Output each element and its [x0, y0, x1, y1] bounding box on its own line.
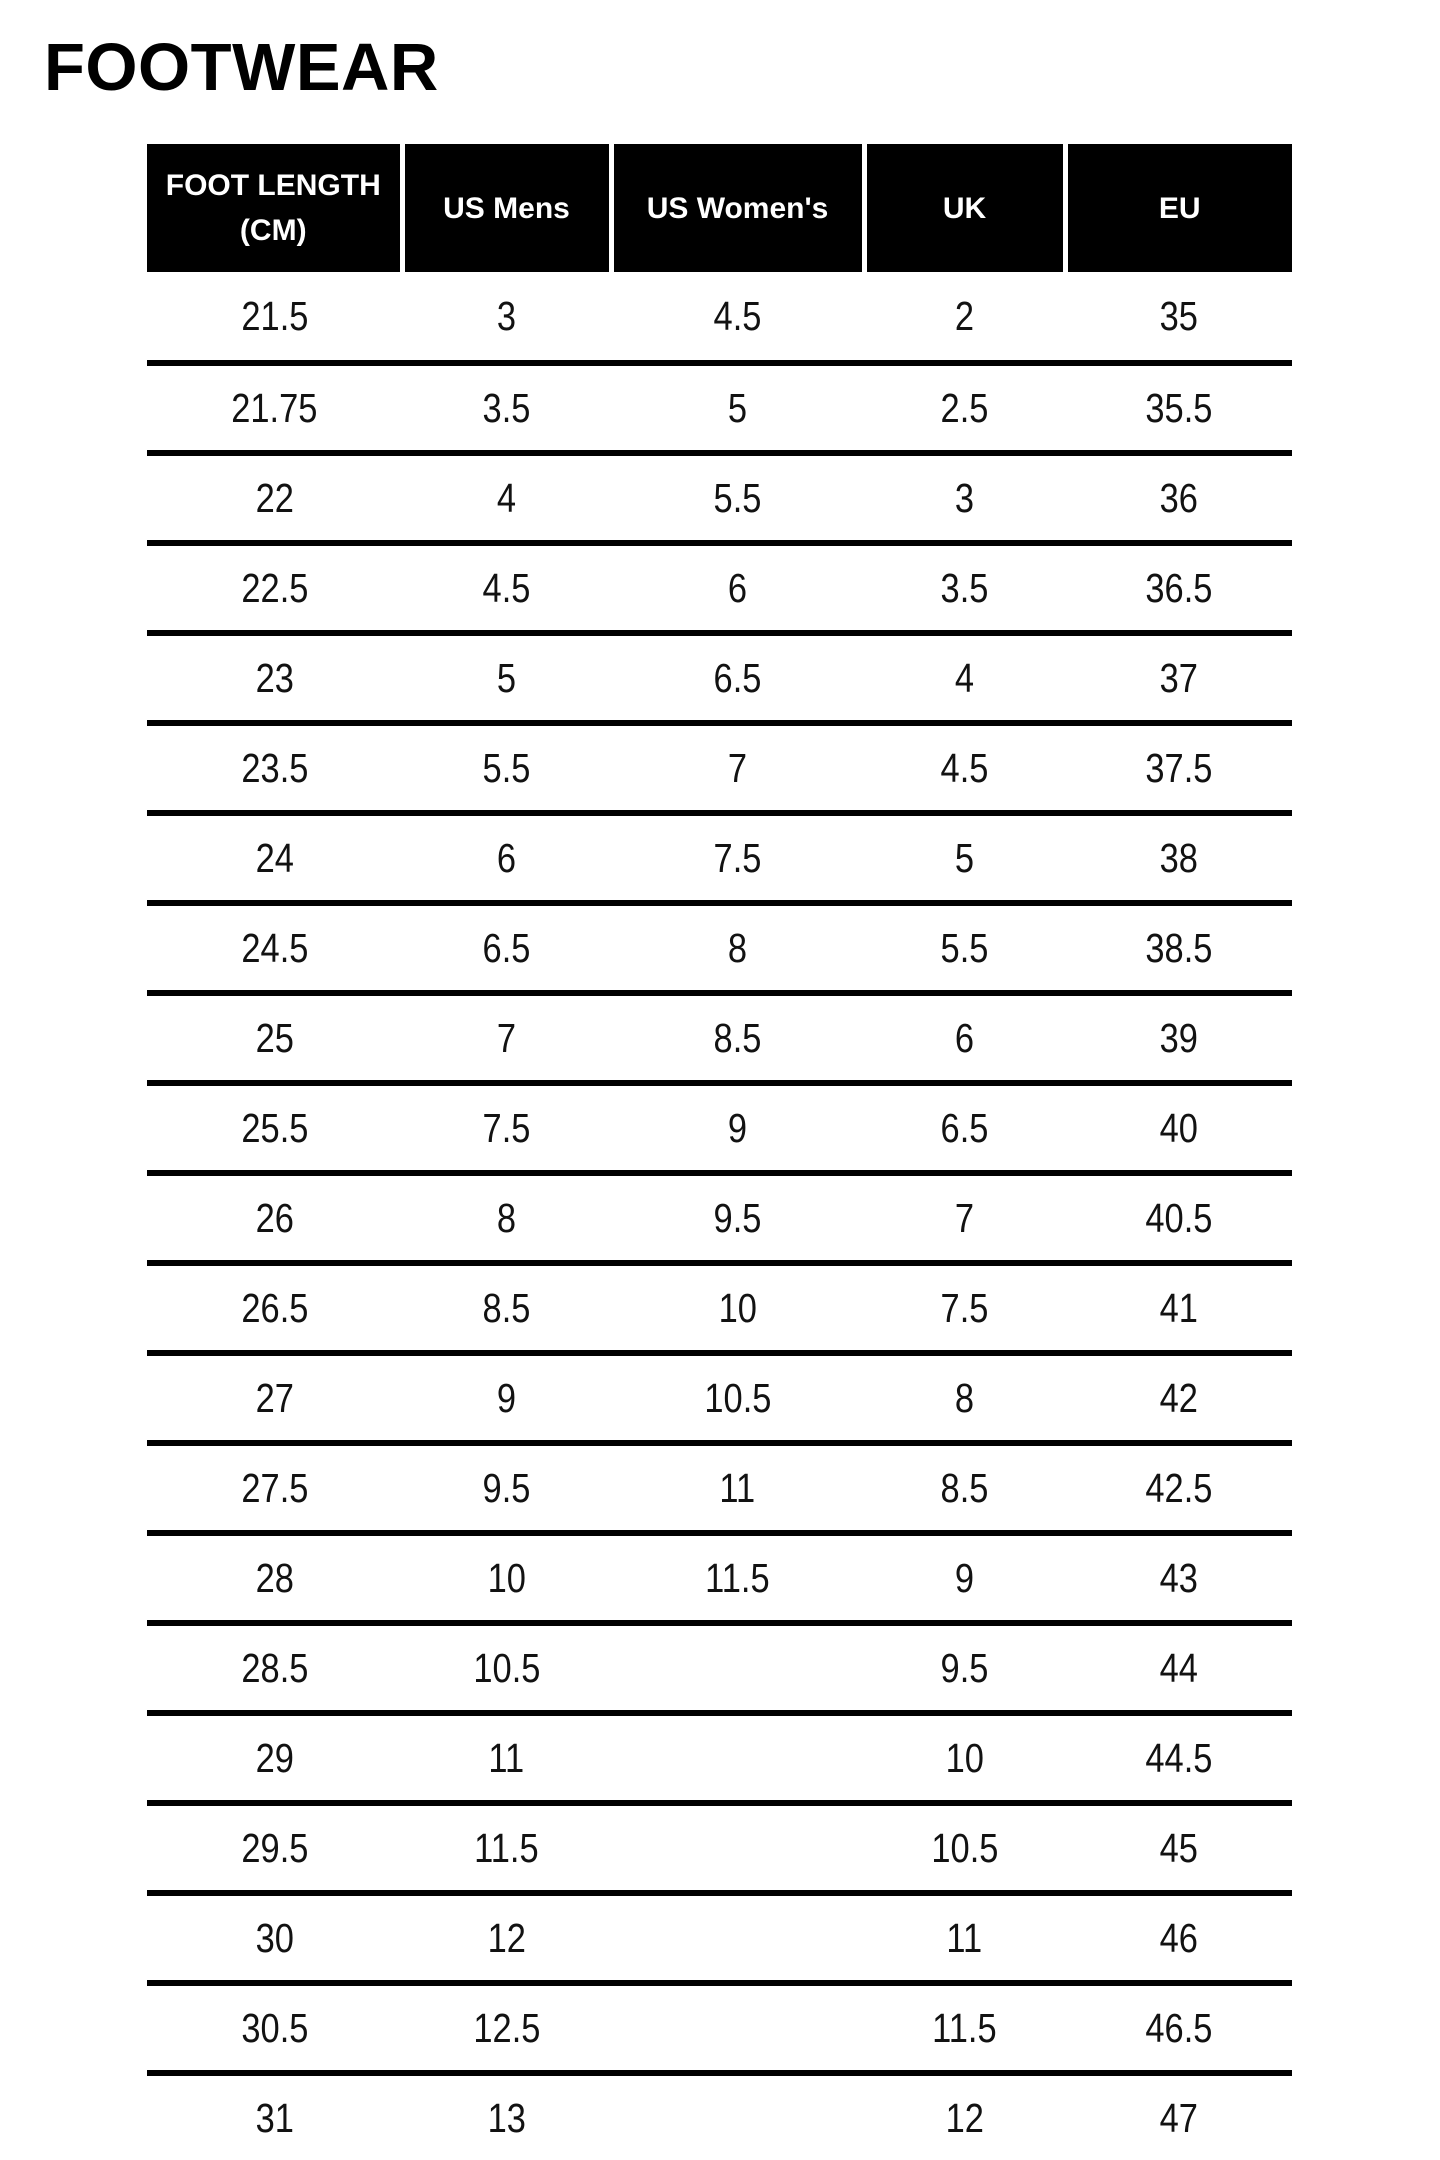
cell-us-womens: [611, 1893, 864, 1983]
cell-us-mens: 4.5: [402, 543, 611, 633]
table-row: [147, 1443, 1292, 1533]
table-row: [147, 1623, 1292, 1713]
cell-uk: 6: [864, 993, 1065, 1083]
column-header-eu: EU: [1065, 144, 1292, 272]
cell-foot-length-cm: 28.5: [147, 1623, 402, 1713]
cell-us-mens: 7: [402, 993, 611, 1083]
cell-foot-length-cm: 30.5: [147, 1983, 402, 2073]
cell-eu: 40.5: [1065, 1173, 1292, 1263]
cell-uk: 4.5: [864, 723, 1065, 813]
table-row: [147, 1983, 1292, 2073]
cell-uk: 2.5: [864, 363, 1065, 453]
cell-us-mens: 10: [402, 1533, 611, 1623]
cell-us-mens: 3.5: [402, 363, 611, 453]
cell-uk: 10: [864, 1713, 1065, 1803]
cell-uk: 3.5: [864, 543, 1065, 633]
cell-eu: 42.5: [1065, 1443, 1292, 1533]
cell-uk: 5: [864, 813, 1065, 903]
cell-eu: 38: [1065, 813, 1292, 903]
cell-uk: 8: [864, 1353, 1065, 1443]
cell-us-mens: 8: [402, 1173, 611, 1263]
cell-uk: 7.5: [864, 1263, 1065, 1353]
table-row: [147, 993, 1292, 1083]
cell-us-mens: 11: [402, 1713, 611, 1803]
table-row: [147, 272, 1292, 363]
cell-foot-length-cm: 23.5: [147, 723, 402, 813]
cell-foot-length-cm: 31: [147, 2073, 402, 2160]
cell-us-womens: 8: [611, 903, 864, 993]
table-row: [147, 723, 1292, 813]
cell-uk: 3: [864, 453, 1065, 543]
cell-foot-length-cm: 29: [147, 1713, 402, 1803]
column-header-us-mens: US Mens: [402, 144, 611, 272]
cell-eu: 35: [1159, 292, 1198, 339]
cell-eu: 43: [1065, 1533, 1292, 1623]
table-row: [147, 903, 1292, 993]
cell-us-womens: 7.5: [611, 813, 864, 903]
cell-foot-length-cm: 28: [147, 1533, 402, 1623]
cell-foot-length-cm: 24.5: [147, 903, 402, 993]
cell-us-womens: 11: [611, 1443, 864, 1533]
column-header-us-womens: US Women's: [611, 144, 864, 272]
cell-foot-length-cm: 22.5: [147, 543, 402, 633]
cell-us-womens: 5.5: [611, 453, 864, 543]
cell-foot-length-cm: 22: [147, 453, 402, 543]
cell-eu: 47: [1065, 2073, 1292, 2160]
cell-eu: 37.5: [1065, 723, 1292, 813]
cell-foot-length-cm: 25.5: [147, 1083, 402, 1173]
table-row: [147, 1353, 1292, 1443]
cell-foot-length-cm: 27: [147, 1353, 402, 1443]
table-row: [147, 1713, 1292, 1803]
cell-uk: 6.5: [864, 1083, 1065, 1173]
cell-us-mens: 5.5: [402, 723, 611, 813]
cell-us-womens: 4.5: [713, 292, 762, 339]
cell-us-womens: 8.5: [611, 993, 864, 1083]
cell-us-womens: 6: [611, 543, 864, 633]
cell-us-mens: 12: [402, 1893, 611, 1983]
cell-foot-length-cm: 23: [147, 633, 402, 723]
cell-eu: 41: [1065, 1263, 1292, 1353]
cell-uk: 5.5: [864, 903, 1065, 993]
cell-us-mens: 11.5: [402, 1803, 611, 1893]
table-row: [147, 363, 1292, 453]
cell-uk: 4: [864, 633, 1065, 723]
cell-eu: 39: [1065, 993, 1292, 1083]
cell-us-mens: 9: [402, 1353, 611, 1443]
cell-us-womens: 9: [611, 1083, 864, 1173]
cell-eu: 44.5: [1065, 1713, 1292, 1803]
cell-us-womens: 10.5: [611, 1353, 864, 1443]
cell-foot-length-cm: 24: [147, 813, 402, 903]
cell-us-mens: 3: [496, 292, 517, 339]
cell-uk: 9: [864, 1533, 1065, 1623]
cell-us-womens: [611, 1803, 864, 1893]
cell-us-mens: 4: [402, 453, 611, 543]
cell-eu: 42: [1065, 1353, 1292, 1443]
table-row: [147, 453, 1292, 543]
column-header-uk: UK: [864, 144, 1065, 272]
header-row: [147, 144, 1292, 272]
cell-foot-length-cm: 26: [147, 1173, 402, 1263]
cell-eu: 38.5: [1065, 903, 1292, 993]
cell-eu: 46.5: [1065, 1983, 1292, 2073]
cell-uk: 12: [864, 2073, 1065, 2160]
cell-uk: 7: [864, 1173, 1065, 1263]
cell-us-womens: 10: [611, 1263, 864, 1353]
table-row: [147, 813, 1292, 903]
cell-us-womens: 7: [611, 723, 864, 813]
cell-us-womens: [611, 1983, 864, 2073]
cell-eu: 36.5: [1065, 543, 1292, 633]
cell-us-mens: 6.5: [402, 903, 611, 993]
cell-us-mens: 8.5: [402, 1263, 611, 1353]
column-header-foot-length-cm: FOOT LENGTH (CM): [147, 144, 402, 272]
cell-uk: 11: [864, 1893, 1065, 1983]
cell-uk: 2: [954, 292, 975, 339]
cell-us-womens: 5: [611, 363, 864, 453]
cell-us-mens: 9.5: [402, 1443, 611, 1533]
cell-uk: 10.5: [864, 1803, 1065, 1893]
cell-us-womens: 9.5: [611, 1173, 864, 1263]
cell-foot-length-cm: 21.5: [240, 292, 309, 339]
cell-us-mens: 13: [402, 2073, 611, 2160]
cell-foot-length-cm: 29.5: [147, 1803, 402, 1893]
cell-us-mens: 7.5: [402, 1083, 611, 1173]
table-header: [147, 144, 1292, 272]
table-row: [147, 1893, 1292, 1983]
cell-us-womens: [611, 1713, 864, 1803]
cell-uk: 8.5: [864, 1443, 1065, 1533]
cell-foot-length-cm: 26.5: [147, 1263, 402, 1353]
cell-uk: 11.5: [864, 1983, 1065, 2073]
cell-uk: 9.5: [864, 1623, 1065, 1713]
cell-foot-length-cm: 27.5: [147, 1443, 402, 1533]
footwear-size-table: [147, 144, 1292, 2160]
table-row: [147, 1533, 1292, 1623]
cell-us-mens: 10.5: [402, 1623, 611, 1713]
cell-eu: 45: [1065, 1803, 1292, 1893]
size-table-body: [147, 272, 1292, 2160]
table-row: [147, 1803, 1292, 1893]
cell-foot-length-cm: 30: [147, 1893, 402, 1983]
cell-eu: 36: [1065, 453, 1292, 543]
page-title: FOOTWEAR: [44, 30, 439, 105]
table-row: [147, 543, 1292, 633]
table-row: [147, 633, 1292, 723]
cell-foot-length-cm: 25: [147, 993, 402, 1083]
cell-foot-length-cm: 21.75: [147, 363, 402, 453]
table-row: [147, 1263, 1292, 1353]
cell-us-womens: 6.5: [611, 633, 864, 723]
cell-us-womens: [611, 1623, 864, 1713]
cell-us-mens: 6: [402, 813, 611, 903]
cell-eu: 37: [1065, 633, 1292, 723]
cell-eu: 44: [1065, 1623, 1292, 1713]
cell-us-womens: [611, 2073, 864, 2160]
cell-us-womens: 11.5: [611, 1533, 864, 1623]
cell-us-mens: 5: [402, 633, 611, 723]
table-row: [147, 2073, 1292, 2160]
table-row: [147, 1083, 1292, 1173]
table-row: [147, 1173, 1292, 1263]
cell-eu: 40: [1065, 1083, 1292, 1173]
cell-eu: 35.5: [1065, 363, 1292, 453]
cell-eu: 46: [1065, 1893, 1292, 1983]
cell-us-mens: 12.5: [402, 1983, 611, 2073]
